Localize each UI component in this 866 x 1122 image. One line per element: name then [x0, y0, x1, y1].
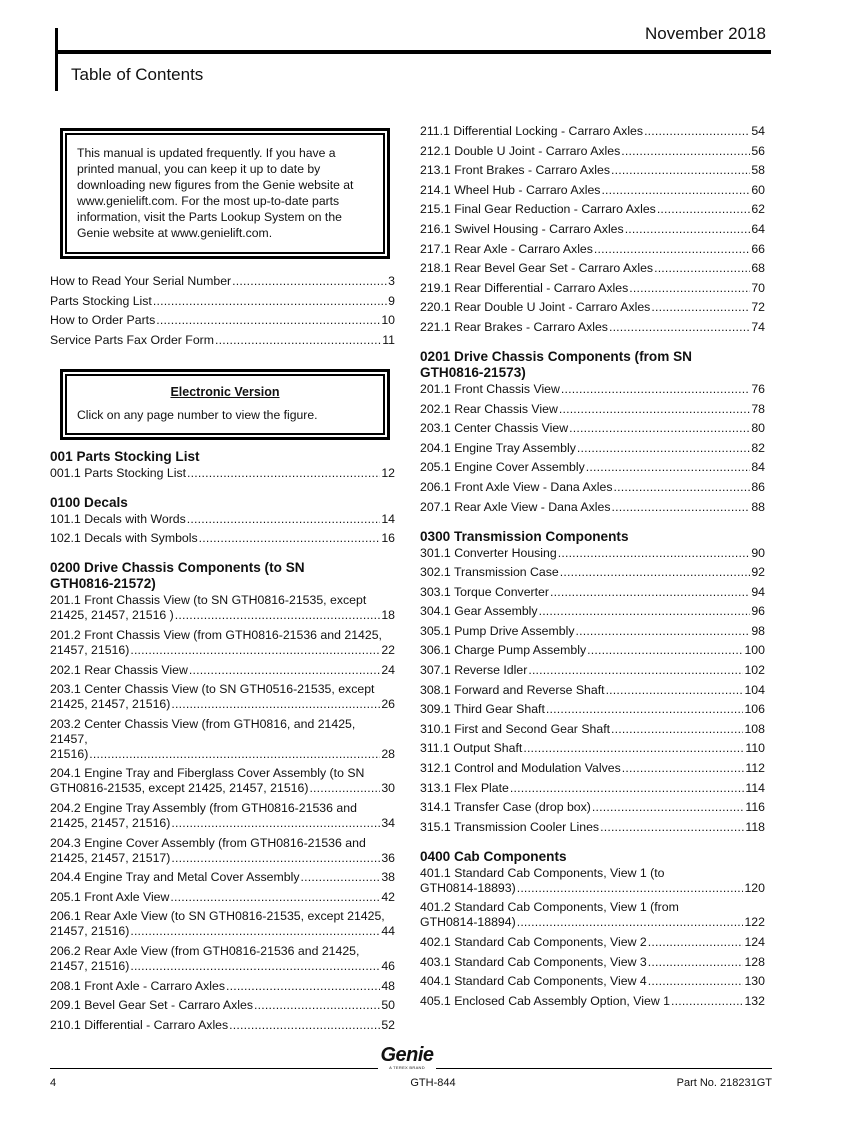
toc-entry[interactable] [420, 202, 765, 217]
toc-entry-line1: 206.2 Rear Axle View (from GTH0816-21536 and 21425, [50, 943, 360, 958]
page-number-link[interactable]: 118 [745, 819, 765, 834]
dot-leader [528, 663, 743, 678]
notice-line: downloading new figures from the Genie website at [77, 178, 354, 192]
toc-entry-label: GTH0814-18893) [420, 880, 516, 895]
dot-leader [226, 979, 380, 994]
toc-entry[interactable] [420, 144, 765, 159]
toc-entry[interactable] [420, 702, 765, 717]
electronic-version-text: Click on any page number to view the figure. [77, 407, 318, 422]
dot-leader [187, 512, 381, 527]
dot-leader [625, 222, 751, 237]
page-number-link[interactable]: 68 [751, 261, 765, 276]
toc-entry-label: How to Read Your Serial Number [50, 274, 232, 288]
page-number-link[interactable]: 34 [381, 815, 395, 830]
dot-leader [130, 643, 380, 658]
page-number-link[interactable]: 102 [744, 663, 765, 678]
toc-entry-label: 310.1 First and Second Gear Shaft [420, 721, 611, 736]
dot-leader [611, 722, 743, 737]
toc-entry-label: 312.1 Control and Modulation Valves [420, 761, 621, 776]
toc-entry[interactable] [50, 890, 395, 905]
toc-entry-label: 306.1 Charge Pump Assembly [420, 643, 587, 658]
toc-entry-label: 303.1 Torque Converter [420, 584, 549, 599]
toc-entry[interactable] [420, 781, 765, 796]
toc-entry[interactable] [420, 974, 765, 989]
toc-entry-label: 315.1 Transmission Cooler Lines [420, 819, 600, 834]
toc-entry-label: 202.1 Rear Chassis View [50, 662, 188, 677]
page-number-link[interactable]: 58 [751, 163, 765, 178]
section-heading-line: GTH0816-21573) [420, 364, 526, 380]
toc-entry-label: 101.1 Decals with Words [50, 511, 186, 526]
page-number-link[interactable]: 116 [745, 800, 765, 815]
section-heading [420, 849, 765, 865]
toc-entry-label: 301.1 Converter Housing [420, 545, 557, 560]
dot-leader [215, 333, 381, 348]
left-sections [50, 449, 395, 1033]
page-number-link[interactable]: 76 [751, 381, 765, 396]
page-number-link[interactable]: 14 [381, 511, 395, 526]
page-number-link[interactable]: 82 [751, 440, 765, 455]
page-number-link[interactable]: 108 [744, 721, 765, 736]
page-number-link[interactable]: 62 [751, 202, 765, 217]
toc-entry-label: 309.1 Third Gear Shaft [420, 702, 545, 717]
toc-entry[interactable] [50, 531, 395, 546]
header-vertical-rule [55, 28, 58, 91]
genie-logo [378, 1044, 436, 1074]
dot-leader [611, 500, 750, 515]
toc-entry[interactable] [50, 1018, 395, 1033]
dot-leader [175, 608, 381, 623]
page-number-link[interactable]: 16 [381, 531, 395, 546]
page-number-link[interactable]: 30 [381, 781, 395, 796]
toc-entry[interactable] [50, 801, 395, 831]
toc-entry[interactable] [50, 466, 395, 481]
toc-entry-label: 207.1 Rear Axle View - Dana Axles [420, 499, 611, 514]
page-number-link[interactable]: 24 [381, 662, 395, 677]
toc-entry[interactable] [50, 717, 395, 762]
toc-entry-line1: 204.2 Engine Tray Assembly (from GTH0816-21536 and [50, 800, 357, 815]
dot-leader [592, 800, 745, 815]
dot-leader [187, 466, 380, 481]
electronic-version-box [65, 374, 385, 435]
page-number-link[interactable]: 120 [744, 880, 765, 895]
page-number-link[interactable]: 96 [751, 604, 765, 619]
toc-section [420, 349, 765, 515]
dot-leader [606, 683, 744, 698]
page-number-link[interactable]: 88 [751, 499, 765, 514]
toc-entry[interactable] [420, 866, 765, 896]
toc-entry[interactable] [50, 836, 395, 866]
dot-leader [558, 546, 751, 561]
toc-entry[interactable] [50, 628, 395, 658]
dot-leader [171, 697, 380, 712]
toc-entry-label: GTH0814-18894) [420, 915, 516, 930]
page-number-link[interactable]: 26 [381, 697, 395, 712]
toc-entry[interactable] [50, 909, 395, 939]
toc-entry[interactable] [420, 935, 765, 950]
toc-entry[interactable] [50, 870, 395, 885]
dot-leader [171, 851, 380, 866]
page-number-link[interactable]: 128 [744, 954, 765, 969]
dot-leader [577, 441, 750, 456]
genie-logo-text: Genie [380, 1044, 434, 1066]
toc-entry[interactable] [420, 900, 765, 930]
dot-leader [569, 421, 750, 436]
toc-entry-label: 001.1 Parts Stocking List [50, 465, 187, 480]
dot-leader [644, 124, 750, 139]
page-number-link[interactable]: 42 [381, 889, 395, 904]
dot-leader [309, 781, 380, 796]
toc-entry-label: 213.1 Front Brakes - Carraro Axles [420, 163, 610, 178]
header-horizontal-rule [55, 50, 771, 54]
dot-leader [550, 585, 750, 600]
toc-entry-label: 307.1 Reverse Idler [420, 663, 528, 678]
page-number-link[interactable]: 90 [751, 545, 765, 560]
dot-leader [671, 994, 744, 1009]
toc-entry-line1: 201.1 Front Chassis View (to SN GTH0816-21535, except [50, 593, 367, 608]
dot-leader [601, 183, 750, 198]
toc-entry[interactable] [50, 663, 395, 678]
electronic-version-title: Electronic Version [170, 384, 280, 399]
toc-entry[interactable] [420, 683, 765, 698]
dot-leader [621, 144, 750, 159]
toc-entry-label: 314.1 Transfer Case (drop box) [420, 800, 591, 815]
toc-entry[interactable] [420, 460, 765, 475]
toc-entry[interactable] [420, 604, 765, 619]
page-number-link[interactable]: 3 [388, 274, 395, 288]
toc-entry[interactable] [50, 979, 395, 994]
toc-entry-label: 201.1 Front Chassis View [420, 381, 560, 396]
dot-leader [189, 663, 380, 678]
toc-entry-label: 204.1 Engine Tray Assembly [420, 440, 576, 455]
page-number-link[interactable]: 72 [751, 300, 765, 315]
toc-section [50, 449, 395, 481]
dot-leader [600, 820, 744, 835]
toc-entry-label: 21425, 21457, 21516) [50, 815, 171, 830]
dot-leader [130, 959, 380, 974]
toc-entry-label: 311.1 Output Shaft [420, 741, 523, 756]
page-number-link[interactable]: 46 [381, 958, 395, 973]
toc-entry[interactable] [420, 500, 765, 515]
toc-section [50, 495, 395, 547]
footer-model: GTH-844 [410, 1077, 456, 1089]
notice-line: Genie website at www.genielift.com. [77, 226, 273, 240]
page-number-link[interactable]: 104 [744, 682, 765, 697]
section-heading-line: 0201 Drive Chassis Components (from SN [420, 348, 692, 364]
toc-entry[interactable] [50, 766, 395, 796]
dot-leader [575, 624, 750, 639]
dot-leader [199, 531, 381, 546]
toc-entry[interactable] [420, 624, 765, 639]
toc-entry[interactable] [420, 820, 765, 835]
toc-section [420, 529, 765, 835]
toc-entry[interactable] [50, 944, 395, 974]
toc-entry[interactable] [420, 565, 765, 580]
toc-entry-label: 216.1 Swivel Housing - Carraro Axles [420, 221, 624, 236]
toc-entry-label: 102.1 Decals with Symbols [50, 531, 198, 546]
page-number-link[interactable]: 11 [382, 332, 395, 347]
notice-line: www.genielift.com. For the most up-to-date parts [77, 194, 340, 208]
right-column [420, 124, 765, 1013]
page-number-link[interactable]: 86 [751, 479, 765, 494]
toc-entry-label: 21457, 21516) [50, 958, 130, 973]
toc-entry-label: 212.1 Double U Joint - Carraro Axles [420, 143, 621, 158]
dot-leader [648, 974, 744, 989]
toc-entry[interactable] [50, 333, 395, 348]
toc-entry-label: 209.1 Bevel Gear Set - Carraro Axles [50, 998, 253, 1013]
footer-page-number: 4 [50, 1077, 57, 1089]
right-top-list [420, 124, 765, 335]
section-heading-line: GTH0816-21572) [50, 576, 156, 592]
page-number-link[interactable]: 98 [751, 623, 765, 638]
dot-leader [587, 643, 743, 658]
toc-entry-label: 21516) [50, 746, 89, 761]
section-heading-line: 0200 Drive Chassis Components (to SN [50, 560, 305, 576]
dot-leader [171, 816, 380, 831]
page-number-link[interactable]: 92 [751, 565, 765, 580]
section-heading-line: 0400 Cab Components [420, 848, 567, 864]
toc-entry-label: 203.1 Center Chassis View [420, 421, 569, 436]
dot-leader [614, 480, 751, 495]
toc-entry[interactable] [420, 441, 765, 456]
toc-entry[interactable] [420, 643, 765, 658]
dot-leader [301, 870, 381, 885]
page-number-link[interactable]: 22 [381, 642, 395, 657]
dot-leader [559, 402, 750, 417]
toc-entry-line1: 201.2 Front Chassis View (from GTH0816-21536 and 21425, [50, 627, 382, 642]
page-number-link[interactable]: 110 [745, 741, 765, 756]
page-number-link[interactable]: 9 [388, 293, 395, 308]
dot-leader [89, 747, 380, 762]
front-matter-list [50, 274, 395, 348]
toc-entry[interactable] [50, 274, 395, 289]
toc-entry[interactable] [50, 998, 395, 1013]
toc-entry[interactable] [420, 480, 765, 495]
dot-leader [229, 1018, 380, 1033]
page-number-link[interactable]: 60 [751, 182, 765, 197]
page-number-link[interactable]: 36 [381, 850, 395, 865]
toc-entry-label: 313.1 Flex Plate [420, 780, 509, 795]
dot-leader [539, 604, 751, 619]
toc-entry[interactable] [50, 512, 395, 527]
genie-logo-subtext: A TEREX BRAND [389, 1065, 425, 1070]
toc-entry[interactable] [420, 320, 765, 335]
page-number-link[interactable]: 38 [381, 870, 395, 885]
section-heading [420, 349, 765, 381]
page-number-link[interactable]: 106 [744, 702, 765, 717]
page-number-link[interactable]: 50 [381, 998, 395, 1013]
dot-leader [232, 274, 387, 289]
dot-leader [609, 320, 750, 335]
toc-entry[interactable] [420, 281, 765, 296]
toc-entry-label: 206.1 Front Axle View - Dana Axles [420, 479, 613, 494]
dot-leader [517, 881, 744, 896]
toc-entry[interactable] [420, 382, 765, 397]
toc-entry-label: 220.1 Rear Double U Joint - Carraro Axles [420, 300, 651, 315]
dot-leader [654, 261, 750, 276]
toc-entry[interactable] [420, 421, 765, 436]
toc-entry-label: 405.1 Enclosed Cab Assembly Option, View 1 [420, 993, 670, 1008]
toc-entry[interactable] [420, 402, 765, 417]
page-number-link[interactable]: 48 [381, 978, 395, 993]
toc-entry[interactable] [420, 955, 765, 970]
dot-leader [523, 741, 744, 756]
toc-entry-line1: 203.1 Center Chassis View (to SN GTH0516-21535, except [50, 682, 375, 697]
page-number-link[interactable]: 64 [751, 221, 765, 236]
page-number-link[interactable]: 18 [381, 608, 395, 623]
section-heading-line: 0300 Transmission Components [420, 528, 629, 544]
dot-leader [510, 781, 745, 796]
page-number-link[interactable]: 54 [751, 124, 765, 138]
toc-entry-label: Parts Stocking List [50, 293, 152, 308]
dot-leader [657, 202, 751, 217]
page-number-link[interactable]: 28 [381, 746, 395, 761]
dot-leader [594, 242, 750, 257]
toc-entry-label: 404.1 Standard Cab Components, View 4 [420, 974, 647, 989]
toc-entry[interactable] [420, 300, 765, 315]
notice-line: information, visit the Parts Lookup System on the [77, 210, 342, 224]
page-number-link[interactable]: 84 [751, 460, 765, 475]
toc-section [420, 849, 765, 1009]
toc-entry-label: 308.1 Forward and Reverse Shaft [420, 682, 605, 697]
toc-entry-label: 214.1 Wheel Hub - Carraro Axles [420, 182, 601, 197]
toc-entry[interactable] [420, 722, 765, 737]
toc-entry-label: 211.1 Differential Locking - Carraro Axles [420, 124, 644, 138]
toc-entry-label: Service Parts Fax Order Form [50, 332, 214, 347]
toc-entry-line1: 401.2 Standard Cab Components, View 1 (from [420, 900, 679, 915]
toc-entry[interactable] [420, 163, 765, 178]
dot-leader [629, 281, 750, 296]
toc-entry-label: 221.1 Rear Brakes - Carraro Axles [420, 319, 608, 334]
dot-leader [560, 565, 751, 580]
toc-section [50, 560, 395, 1032]
toc-entry[interactable] [420, 242, 765, 257]
dot-leader [648, 955, 744, 970]
toc-entry[interactable] [420, 585, 765, 600]
page-number-link[interactable]: 100 [744, 643, 765, 658]
page-number-link[interactable]: 94 [751, 584, 765, 599]
toc-entry-line1: 204.1 Engine Tray and Fiberglass Cover Assembly (to SN [50, 766, 365, 781]
page-number-link[interactable]: 74 [751, 319, 765, 334]
toc-entry-label: How to Order Parts [50, 313, 156, 328]
page-number-link[interactable]: 78 [751, 401, 765, 416]
toc-entry[interactable] [420, 800, 765, 815]
toc-entry-label: 403.1 Standard Cab Components, View 3 [420, 954, 647, 969]
page-number-link[interactable]: 132 [744, 993, 765, 1008]
toc-entry-label: 208.1 Front Axle - Carraro Axles [50, 978, 225, 993]
page-number-link[interactable]: 130 [744, 974, 765, 989]
page-number-link[interactable]: 80 [751, 421, 765, 436]
dot-leader [170, 890, 380, 905]
toc-entry-label: 304.1 Gear Assembly [420, 604, 538, 619]
dot-leader [586, 460, 751, 475]
section-heading [50, 560, 395, 592]
toc-entry[interactable] [50, 313, 395, 328]
dot-leader [561, 382, 750, 397]
dot-leader [622, 761, 745, 776]
toc-entry[interactable] [420, 546, 765, 561]
page-number-link[interactable]: 70 [751, 280, 765, 295]
toc-entry-line1: 401.1 Standard Cab Components, View 1 (to [420, 865, 665, 880]
page-number-link[interactable]: 52 [381, 1017, 395, 1032]
page-number-link[interactable]: 122 [744, 915, 765, 930]
toc-entry-label: 21425, 21457, 21516) [50, 697, 171, 712]
dot-leader [611, 163, 750, 178]
toc-entry-label: 21425, 21457, 21516 ) [50, 608, 174, 623]
update-notice-box [65, 133, 385, 254]
toc-entry[interactable] [420, 741, 765, 756]
toc-entry[interactable] [420, 222, 765, 237]
toc-entry-label: 21457, 21516) [50, 642, 130, 657]
toc-entry-label: 215.1 Final Gear Reduction - Carraro Axles [420, 202, 656, 217]
toc-entry-label: 202.1 Rear Chassis View [420, 401, 558, 416]
section-heading [420, 529, 765, 545]
left-column [50, 127, 395, 1037]
toc-entry-label: 205.1 Engine Cover Assembly [420, 460, 585, 475]
page-number-link[interactable]: 124 [744, 935, 765, 949]
toc-entry-label: 305.1 Pump Drive Assembly [420, 623, 575, 638]
header-date: November 2018 [645, 24, 766, 43]
toc-entry-label: 218.1 Rear Bevel Gear Set - Carraro Axles [420, 261, 654, 276]
section-heading: 0100 Decals [50, 494, 128, 510]
toc-entry-label: 219.1 Rear Differential - Carraro Axles [420, 280, 629, 295]
page-number-link[interactable]: 44 [381, 924, 395, 939]
toc-entry-line1: 206.1 Rear Axle View (to SN GTH0816-21535, except 21425, [50, 909, 385, 924]
page-number-link[interactable]: 114 [745, 780, 765, 795]
toc-entry[interactable] [420, 124, 765, 139]
dot-leader [517, 915, 744, 930]
toc-entry-line1: 204.3 Engine Cover Assembly (from GTH0816-21536 and [50, 835, 366, 850]
dot-leader [156, 313, 380, 328]
toc-entry[interactable] [420, 663, 765, 678]
toc-entry-label: 204.4 Engine Tray and Metal Cover Assembly [50, 870, 300, 885]
dot-leader [254, 998, 380, 1013]
toc-entry-label: 205.1 Front Axle View [50, 889, 170, 904]
toc-entry-label: 21457, 21516) [50, 924, 130, 939]
section-heading: 001 Parts Stocking List [50, 448, 200, 464]
toc-entry-label: 217.1 Rear Axle - Carraro Axles [420, 241, 593, 256]
page-title: Table of Contents [71, 65, 204, 84]
toc-entry[interactable] [50, 593, 395, 623]
dot-leader [648, 935, 744, 950]
page-number-link[interactable]: 10 [381, 313, 395, 328]
notice-line: printed manual, you can keep it up to date by [77, 162, 321, 176]
toc-entry[interactable] [50, 294, 395, 309]
toc-entry-label: 21425, 21457, 21517) [50, 850, 171, 865]
toc-entry[interactable] [420, 183, 765, 198]
toc-entry-label: GTH0816-21535, except 21425, 21457, 21516) [50, 781, 309, 796]
toc-entry[interactable] [420, 261, 765, 276]
toc-entry-line1: 203.2 Center Chassis View (from GTH0816, and 21425, 21457, [50, 716, 356, 746]
page-number-link[interactable]: 12 [381, 465, 395, 480]
right-sections [420, 349, 765, 1009]
dot-leader [546, 702, 744, 717]
toc-entry-label: 302.1 Transmission Case [420, 565, 559, 580]
toc-entry[interactable] [50, 682, 395, 712]
toc-entry[interactable] [420, 761, 765, 776]
page-number-link[interactable]: 66 [751, 241, 765, 256]
page-number-link[interactable]: 56 [751, 143, 765, 158]
footer-part-number: Part No. 218231GT [676, 1077, 772, 1089]
dot-leader [153, 294, 387, 309]
toc-entry-label: 402.1 Standard Cab Components, View 2 [420, 935, 647, 949]
toc-entry-label: 210.1 Differential - Carraro Axles [50, 1017, 229, 1032]
dot-leader [130, 924, 380, 939]
notice-line: This manual is updated frequently. If you have a [77, 146, 336, 160]
toc-entry[interactable] [420, 994, 765, 1009]
dot-leader [651, 300, 750, 315]
page-number-link[interactable]: 112 [745, 761, 765, 776]
